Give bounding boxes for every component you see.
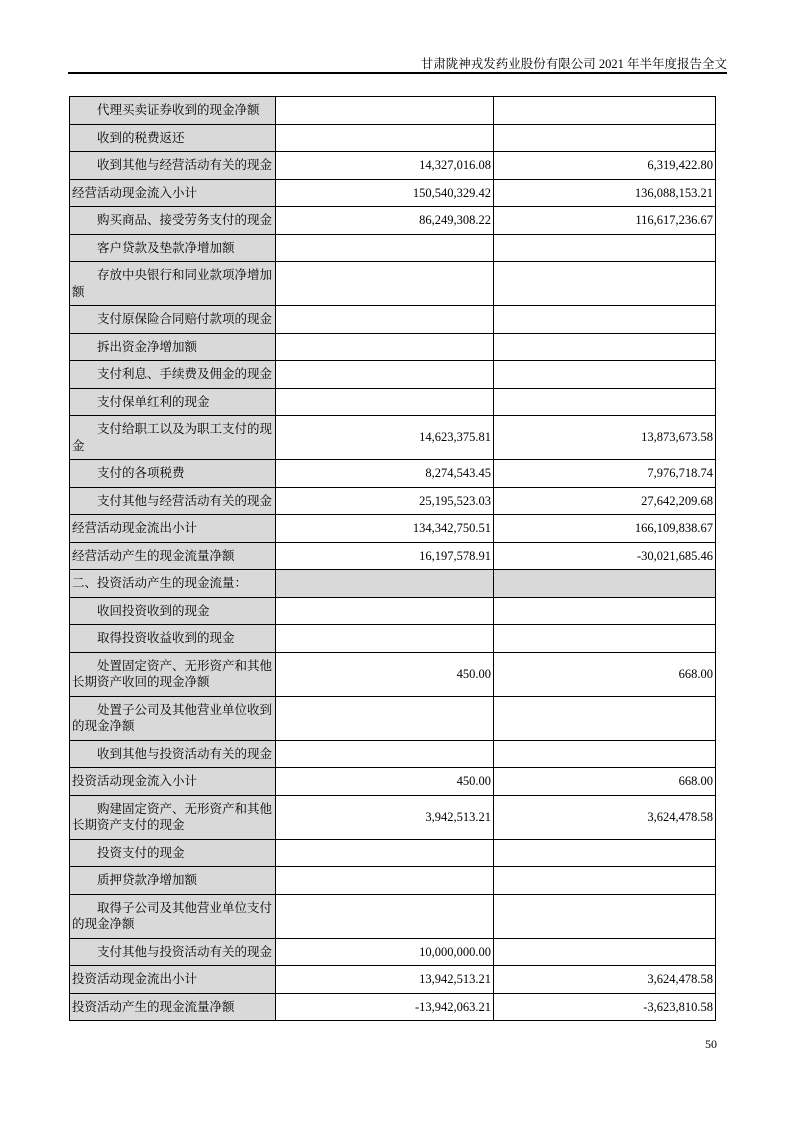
current-period-value-cell <box>276 740 494 768</box>
prior-period-value-cell <box>494 740 716 768</box>
table-row <box>70 795 716 839</box>
prior-period-value-cell <box>494 696 716 740</box>
header-rule <box>68 72 727 74</box>
item-label-cell: 投资活动现金流入小计 <box>70 768 276 796</box>
current-period-value-cell: 450.00 <box>276 768 494 796</box>
current-period-value-cell: 14,623,375.81 <box>276 416 494 460</box>
item-label-cell: 支付原保险合同赔付款项的现金 <box>70 306 276 334</box>
cash-flow-table-body <box>70 97 716 1021</box>
table-row <box>70 768 716 796</box>
table-row <box>70 333 716 361</box>
table-row <box>70 894 716 938</box>
table-row <box>70 966 716 994</box>
current-period-value-cell <box>276 696 494 740</box>
current-period-value-cell <box>276 262 494 306</box>
current-period-value-cell <box>276 867 494 895</box>
current-period-value-cell <box>276 625 494 653</box>
item-label-cell: 处置子公司及其他营业单位收到的现金净额 <box>70 696 276 740</box>
prior-period-value-cell: 7,976,718.74 <box>494 460 716 488</box>
prior-period-value-cell: -30,021,685.46 <box>494 542 716 570</box>
current-period-value-cell: 10,000,000.00 <box>276 938 494 966</box>
item-label-cell: 存放中央银行和同业款项净增加额 <box>70 262 276 306</box>
current-period-value-cell: 8,274,543.45 <box>276 460 494 488</box>
item-label-cell: 取得子公司及其他营业单位支付的现金净额 <box>70 894 276 938</box>
item-label-cell: 支付的各项税费 <box>70 460 276 488</box>
item-label-cell: 处置固定资产、无形资产和其他长期资产收回的现金净额 <box>70 652 276 696</box>
item-label-cell: 支付给职工以及为职工支付的现金 <box>70 416 276 460</box>
prior-period-value-cell: 668.00 <box>494 768 716 796</box>
table-row <box>70 740 716 768</box>
prior-period-value-cell <box>494 388 716 416</box>
table-row <box>70 487 716 515</box>
current-period-value-cell <box>276 97 494 125</box>
current-period-value-cell <box>276 570 494 598</box>
current-period-value-cell <box>276 306 494 334</box>
cash-flow-table <box>69 96 716 1021</box>
table-row <box>70 124 716 152</box>
prior-period-value-cell <box>494 124 716 152</box>
table-row <box>70 388 716 416</box>
table-row <box>70 597 716 625</box>
table-row <box>70 938 716 966</box>
item-label-cell: 取得投资收益收到的现金 <box>70 625 276 653</box>
current-period-value-cell: 150,540,329.42 <box>276 179 494 207</box>
prior-period-value-cell <box>494 333 716 361</box>
current-period-value-cell: 86,249,308.22 <box>276 207 494 235</box>
current-period-value-cell <box>276 234 494 262</box>
report-header-title: 甘肃陇神戎发药业股份有限公司 2021 年半年度报告全文 <box>420 57 727 71</box>
prior-period-value-cell: 3,624,478.58 <box>494 795 716 839</box>
item-label-cell: 支付保单红利的现金 <box>70 388 276 416</box>
item-label-cell: 质押贷款净增加额 <box>70 867 276 895</box>
table-row <box>70 207 716 235</box>
prior-period-value-cell <box>494 306 716 334</box>
current-period-value-cell: 13,942,513.21 <box>276 966 494 994</box>
item-label-cell: 二、投资活动产生的现金流量： <box>70 570 276 598</box>
item-label-cell: 经营活动产生的现金流量净额 <box>70 542 276 570</box>
current-period-value-cell <box>276 894 494 938</box>
item-label-cell: 收到其他与经营活动有关的现金 <box>70 152 276 180</box>
current-period-value-cell: 450.00 <box>276 652 494 696</box>
prior-period-value-cell <box>494 839 716 867</box>
current-period-value-cell: 3,942,513.21 <box>276 795 494 839</box>
item-label-cell: 收到的税费返还 <box>70 124 276 152</box>
prior-period-value-cell: 27,642,209.68 <box>494 487 716 515</box>
item-label-cell: 购建固定资产、无形资产和其他长期资产支付的现金 <box>70 795 276 839</box>
prior-period-value-cell <box>494 894 716 938</box>
item-label-cell: 支付其他与投资活动有关的现金 <box>70 938 276 966</box>
current-period-value-cell <box>276 388 494 416</box>
item-label-cell: 投资活动现金流出小计 <box>70 966 276 994</box>
table-row <box>70 542 716 570</box>
table-row <box>70 152 716 180</box>
prior-period-value-cell <box>494 570 716 598</box>
table-row <box>70 234 716 262</box>
table-row <box>70 867 716 895</box>
prior-period-value-cell <box>494 262 716 306</box>
prior-period-value-cell: 136,088,153.21 <box>494 179 716 207</box>
current-period-value-cell: -13,942,063.21 <box>276 993 494 1021</box>
item-label-cell: 代理买卖证券收到的现金净额 <box>70 97 276 125</box>
prior-period-value-cell <box>494 361 716 389</box>
table-row <box>70 515 716 543</box>
prior-period-value-cell <box>494 97 716 125</box>
table-row <box>70 361 716 389</box>
prior-period-value-cell: 13,873,673.58 <box>494 416 716 460</box>
prior-period-value-cell: 3,624,478.58 <box>494 966 716 994</box>
current-period-value-cell <box>276 124 494 152</box>
table-row <box>70 416 716 460</box>
current-period-value-cell: 14,327,016.08 <box>276 152 494 180</box>
prior-period-value-cell <box>494 867 716 895</box>
prior-period-value-cell: -3,623,810.58 <box>494 993 716 1021</box>
item-label-cell: 购买商品、接受劳务支付的现金 <box>70 207 276 235</box>
item-label-cell: 收到其他与投资活动有关的现金 <box>70 740 276 768</box>
prior-period-value-cell <box>494 597 716 625</box>
table-row <box>70 262 716 306</box>
table-row <box>70 625 716 653</box>
current-period-value-cell: 16,197,578.91 <box>276 542 494 570</box>
table-row <box>70 652 716 696</box>
current-period-value-cell <box>276 361 494 389</box>
item-label-cell: 收回投资收到的现金 <box>70 597 276 625</box>
table-row <box>70 97 716 125</box>
table-row <box>70 993 716 1021</box>
prior-period-value-cell: 668.00 <box>494 652 716 696</box>
prior-period-value-cell: 116,617,236.67 <box>494 207 716 235</box>
table-row <box>70 839 716 867</box>
item-label-cell: 客户贷款及垫款净增加额 <box>70 234 276 262</box>
item-label-cell: 支付利息、手续费及佣金的现金 <box>70 361 276 389</box>
page-number: 50 <box>705 1037 717 1051</box>
current-period-value-cell: 25,195,523.03 <box>276 487 494 515</box>
current-period-value-cell <box>276 333 494 361</box>
item-label-cell: 投资活动产生的现金流量净额 <box>70 993 276 1021</box>
current-period-value-cell <box>276 597 494 625</box>
prior-period-value-cell: 166,109,838.67 <box>494 515 716 543</box>
prior-period-value-cell <box>494 234 716 262</box>
item-label-cell: 经营活动现金流出小计 <box>70 515 276 543</box>
table-row <box>70 306 716 334</box>
prior-period-value-cell: 6,319,422.80 <box>494 152 716 180</box>
table-row <box>70 696 716 740</box>
current-period-value-cell <box>276 839 494 867</box>
prior-period-value-cell <box>494 938 716 966</box>
item-label-cell: 投资支付的现金 <box>70 839 276 867</box>
table-row <box>70 179 716 207</box>
item-label-cell: 拆出资金净增加额 <box>70 333 276 361</box>
item-label-cell: 经营活动现金流入小计 <box>70 179 276 207</box>
section-header-row <box>70 570 716 598</box>
prior-period-value-cell <box>494 625 716 653</box>
item-label-cell: 支付其他与经营活动有关的现金 <box>70 487 276 515</box>
current-period-value-cell: 134,342,750.51 <box>276 515 494 543</box>
table-row <box>70 460 716 488</box>
